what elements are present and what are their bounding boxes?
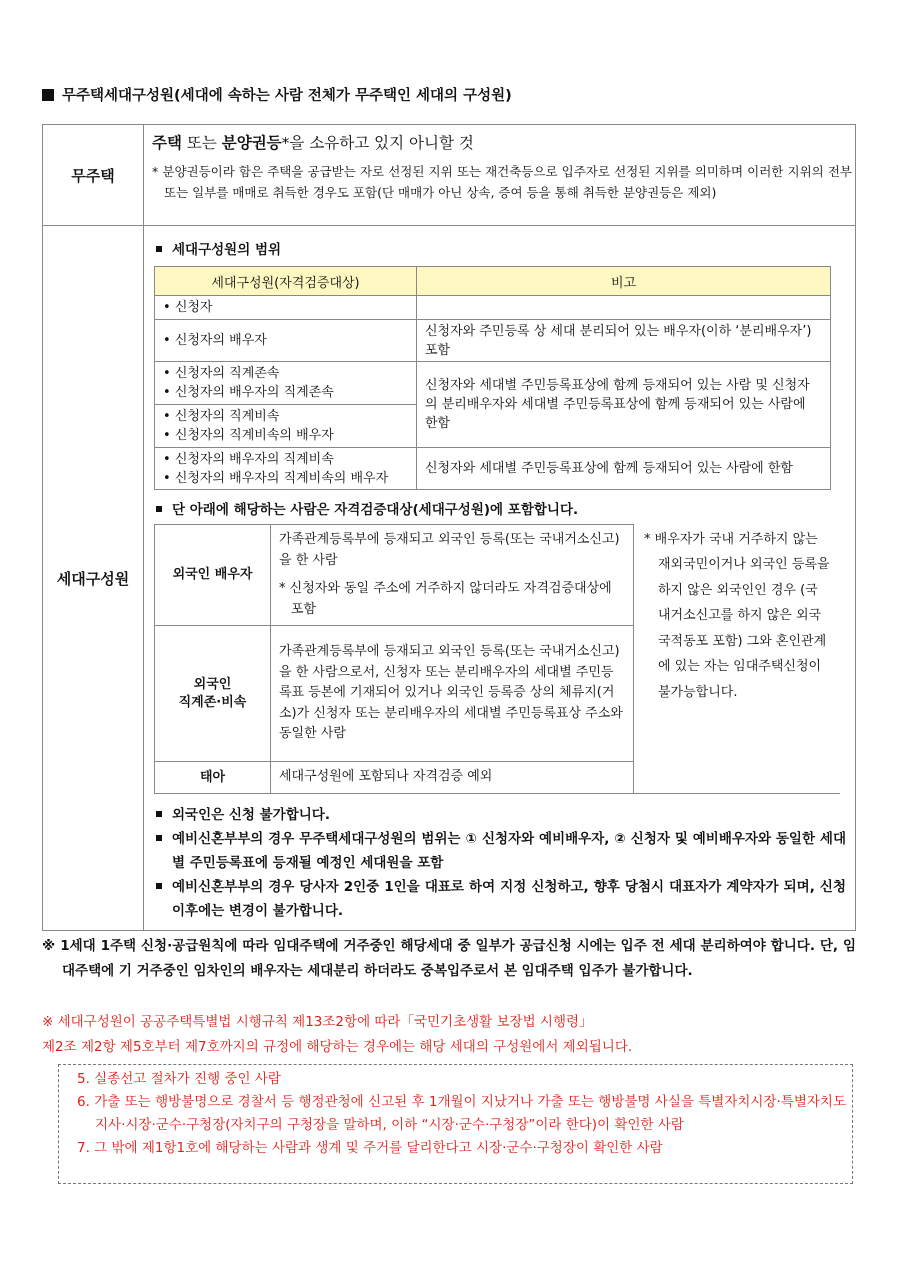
foreign-lineal-text: 가족관계등록부에 등재되고 외국인 등록(또는 국내거소신고)을 한 사람으로서, 신청자 또는 분리배우자의 세대별 주민등록표 등본에 기재되어 있거나 외국인 등록증 상의 체류지(거소)가 신청자 또는 분리배우자의 세대별 주민등록표상 주소와 동일한 사람	[271, 626, 634, 762]
foreign-right-note-cell	[634, 525, 841, 794]
foreign-lineal-label-line2: 직계존·비속	[178, 694, 247, 710]
member-spouse-ascendant: • 신청자의 배우자의 직계존속	[163, 383, 408, 402]
table-row	[155, 362, 831, 405]
condition-connector: 또는	[181, 134, 222, 152]
member-applicant: • 신청자	[163, 298, 408, 317]
list-item: 5. 실종선고 절차가 진행 중인 사람	[77, 1071, 281, 1087]
foreign-spouse-label: 외국인 배우자	[155, 525, 271, 626]
table-row	[155, 525, 841, 626]
fetus-text: 세대구성원에 포함되나 자격검증 예외	[271, 762, 634, 794]
table-row	[155, 320, 831, 362]
section-heading	[42, 84, 512, 105]
member-descendant-spouse: • 신청자의 직계비속의 배우자	[163, 426, 408, 445]
list-item: 예비신혼부부의 경우 당사자 2인중 1인을 대표로 하여 지정 신청하고, 향후 당첨시 대표자가 계약자가 되며, 신청이후에는 변경이 불가합니다.	[156, 875, 846, 923]
member-spouse-descendant: • 신청자의 배우자의 직계비속	[163, 450, 408, 469]
remark-spouse: 신청자와 주민등록 상 세대 분리되어 있는 배우자(이하 ‘분리배우자’) 포함	[417, 320, 831, 362]
table-row	[155, 448, 831, 490]
list-item: 외국인은 신청 불가합니다.	[156, 803, 846, 827]
list-item: 예비신혼부부의 경우 무주택세대구성원의 범위는 ① 신청자와 예비배우자, ② 신청자 및 예비배우자와 동일한 세대별 주민등록표에 등재될 예정인 세대원을 포함	[156, 827, 846, 875]
column-header-remarks: 비고	[417, 267, 831, 296]
remark-empty	[417, 296, 831, 320]
rights-definition-note: * 분양권등이라 함은 주택을 공급받는 자로 선정된 지위 또는 재건축등으로 입주자로 선정된 지위를 의미하며 이러한 지위의 전부 또는 일부를 매매로 취득한 경우도 포함(단 매매가 아닌 상속, 증여 등을 통해 취득한 분양권등은 제외)	[152, 164, 852, 200]
note-exclusion	[42, 1010, 856, 1060]
foreign-spouse-note: * 신청자와 동일 주소에 거주하지 않더라도 자격검증대상에 포함	[279, 581, 612, 617]
condition-tail: *을 소유하고 있지 아니할 것	[281, 134, 474, 152]
row-no-house	[42, 124, 856, 226]
square-bullet-icon	[156, 246, 162, 252]
table-row	[155, 296, 831, 320]
condition-term-rights: 분양권등	[221, 134, 282, 152]
notice-bullets	[156, 803, 846, 923]
member-spouse: • 신청자의 배우자	[163, 331, 408, 350]
row-household-members	[42, 226, 856, 931]
foreign-lineal-label	[155, 626, 271, 762]
foreign-spouse-text: 가족관계등록부에 등재되고 외국인 등록(또는 국내거소신고)을 한 사람	[279, 532, 620, 568]
square-bullet-icon	[42, 89, 54, 101]
row-no-house-label: 무주택	[43, 125, 144, 225]
condition-term-house: 주택	[152, 134, 182, 152]
no-house-condition	[152, 131, 852, 153]
range-title	[156, 238, 281, 258]
foreign-right-note: * 배우자가 국내 거주하지 않는 재외국민이거나 외국인 등록을 하지 않은 외국인인 경우 (국내거소신고를 하지 않은 외국국적동포 포함) 그와 혼인관계에 있는 자는 임대주택신청이 불가능합니다.	[644, 531, 830, 700]
exclusion-list-box	[58, 1064, 853, 1184]
row-household-label: 세대구성원	[43, 226, 144, 930]
note-exclusion-line2: 제2조 제2항 제5호부터 제7호까지의 규정에 해당하는 경우에는 해당 세대의 구성원에서 제외됩니다.	[42, 1039, 633, 1055]
member-spouse-descendant-spouse: • 신청자의 배우자의 직계비속의 배우자	[163, 469, 408, 488]
remark-spouse-descendant: 신청자와 세대별 주민등록표상에 함께 등재되어 있는 사람에 한함	[417, 448, 831, 490]
fetus-label: 태아	[155, 762, 271, 794]
list-item: 6. 가출 또는 행방불명으로 경찰서 등 행정관청에 신고된 후 1개월이 지났거나 가출 또는 행방불명 사실을 특별자치시장·특별자치도지사·시장·군수·구청장(자치구의 구청장을 말하며, 이하 “시장·군수·구청장”이라 한다)이 확인한 사람	[77, 1094, 846, 1133]
table-header-row	[155, 267, 831, 296]
note-separation: ※ 1세대 1주택 신청·공급원칙에 따라 임대주택에 거주중인 해당세대 중 일부가 공급신청 시에는 입주 전 세대 분리하여야 합니다. 단, 임대주택에 기 거주중인 임차인의 배우자는 세대분리 하더라도 중복입주로서 본 임대주택 입주가 불가합니다.	[42, 938, 856, 979]
foreign-spouse-cell	[271, 525, 634, 626]
list-item: 7. 그 밖에 제1항1호에 해당하는 사람과 생계 및 주거를 달리한다고 시장·군수·구청장이 확인한 사람	[77, 1140, 663, 1156]
note-exclusion-line1: ※ 세대구성원이 공공주택특별법 시행규칙 제13조2항에 따라「국민기초생활 보장법 시행령」	[42, 1014, 593, 1030]
row-no-house-content	[152, 129, 852, 203]
remark-lineal: 신청자와 세대별 주민등록표상에 함께 등재되어 있는 사람 및 신청자의 분리배우자와 세대별 주민등록표상에 함께 등재되어 있는 사람에 한함	[417, 362, 831, 448]
member-ascendant: • 신청자의 직계존속	[163, 364, 408, 383]
section-heading-text: 무주택세대구성원(세대에 속하는 사람 전체가 무주택인 세대의 구성원)	[62, 88, 512, 104]
foreign-lineal-label-line1: 외국인	[193, 676, 232, 692]
range-title-text: 세대구성원의 범위	[172, 242, 282, 258]
include-title	[156, 498, 578, 518]
square-bullet-icon	[156, 506, 162, 512]
member-range-table	[154, 266, 831, 490]
column-header-members: 세대구성원(자격검증대상)	[155, 267, 417, 296]
member-descendant: • 신청자의 직계비속	[163, 407, 408, 426]
foreign-member-table	[154, 524, 840, 794]
include-title-text: 단 아래에 해당하는 사람은 자격검증대상(세대구성원)에 포함합니다.	[172, 502, 579, 518]
